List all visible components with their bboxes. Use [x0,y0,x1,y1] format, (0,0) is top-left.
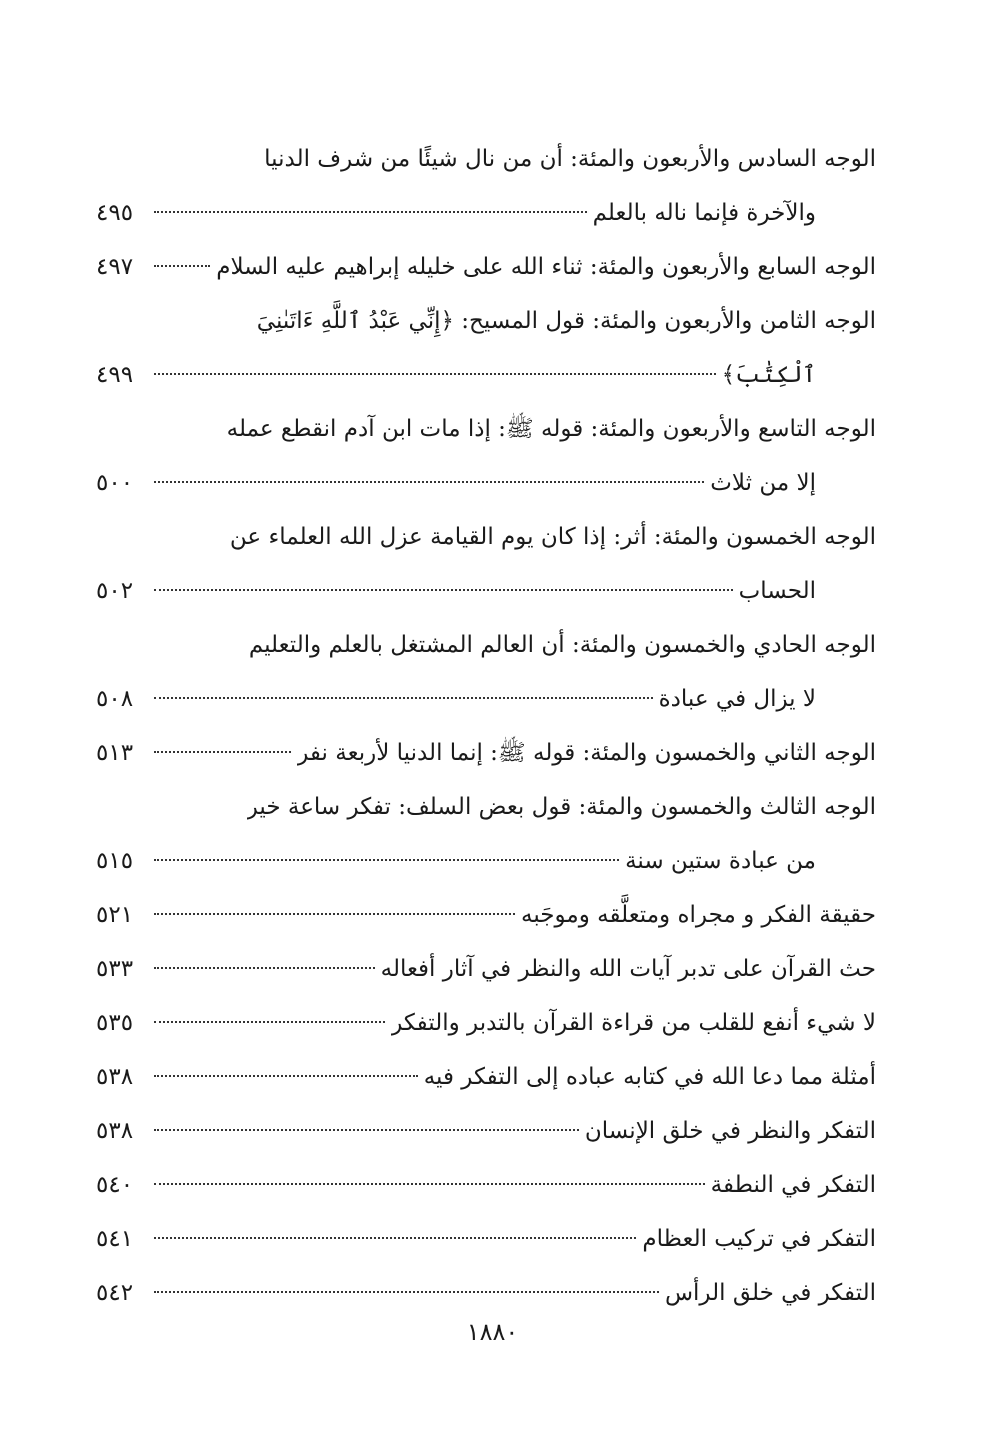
dot-leader [154,859,619,861]
toc-entry-line [96,996,876,1050]
toc-entry [96,996,876,1050]
toc-entry-title: الوجه الثامن والأربعون والمئة: قول المسيح: ﴿إِنِّي عَبْدُ ٱللَّهِ ءَاتَىٰنِيَ [256,308,876,334]
toc-entry-title: الوجه الخمسون والمئة: أثر: إذا كان يوم القيامة عزل الله العلماء عن [229,524,876,550]
toc-entry-line [96,1212,876,1266]
toc-entry-continuation [96,672,876,726]
toc-entry [96,132,876,240]
toc-entry-title: التفكر والنظر في خلق الإنسان [584,1118,876,1144]
toc-entry-continuation [96,456,876,510]
dot-leader [154,1021,385,1023]
dot-leader [154,913,515,915]
toc-entry [96,888,876,942]
toc-entry-title: الوجه الثالث والخمسون والمئة: قول بعض السلف: تفكر ساعة خير [246,794,876,820]
toc-page-number: ٥٤٠ [96,1172,134,1198]
dot-leader [154,1237,636,1239]
toc-entry-line [96,888,876,942]
toc-entry-continuation [96,348,876,402]
dot-leader [154,697,653,699]
toc-entry-line [96,618,876,672]
dot-leader [154,751,291,753]
toc-entry [96,780,876,888]
toc-entry-line [96,132,876,186]
toc-entry [96,1212,876,1266]
toc-entry-title: لا شيء أنفع للقلب من قراءة القرآن بالتدبر والتفكر [391,1010,876,1036]
toc-page-number: ٥١٥ [96,848,134,874]
toc-entry-title: حقيقة الفكر و مجراه ومتعلَّقه وموجَبه [521,902,876,928]
toc-page-number: ٥٠٠ [96,470,134,496]
toc-entry-title: التفكر في النطفة [710,1172,876,1198]
toc-entry-title: الوجه السابع والأربعون والمئة: ثناء الله على خليله إبراهيم عليه السلام [216,254,876,280]
toc-page-number: ٥٣٨ [96,1064,134,1090]
toc-entry-line [96,1266,876,1320]
toc-page-number: ٤٩٧ [96,254,134,280]
toc-page-number: ٥٣٨ [96,1118,134,1144]
toc-entry-line [96,294,876,348]
toc-entry [96,1158,876,1212]
toc-entry-line [96,1104,876,1158]
toc-entry-continuation [96,564,876,618]
toc-entry-title: من عبادة ستين سنة [625,848,816,874]
toc-page-number: ٤٩٥ [96,200,134,226]
toc-page-number: ٥٣٥ [96,1010,134,1036]
toc-entry-line [96,510,876,564]
toc-entry-title: الوجه السادس والأربعون والمئة: أن من نال شيئًا من شرف الدنيا [264,146,876,172]
toc-entry [96,294,876,402]
toc-entry-title: إلا من ثلاث [710,470,816,496]
toc-entry-title: الوجه الحادي والخمسون والمئة: أن العالم المشتغل بالعلم والتعليم [248,632,876,658]
toc-page-number: ٥٤١ [96,1226,134,1252]
toc-page-number: ٥٣٣ [96,956,134,982]
dot-leader [154,211,587,213]
dot-leader [154,589,733,591]
toc-entry-title: حث القرآن على تدبر آيات الله والنظر في آثار أفعاله [380,956,876,982]
toc-entry-line [96,726,876,780]
toc-page-number: ٥٠٨ [96,686,134,712]
toc-entry-line [96,942,876,996]
toc-entry-title: أمثلة مما دعا الله في كتابه عباده إلى التفكر فيه [423,1064,876,1090]
toc-entry-title: الوجه الثاني والخمسون والمئة: قوله ﷺ: إنما الدنيا لأربعة نفر [297,740,876,766]
dot-leader [154,1183,705,1185]
toc-page-number: ٥١٣ [96,740,134,766]
dot-leader [154,1291,659,1293]
toc-entry [96,1050,876,1104]
dot-leader [154,1129,579,1131]
toc-entry-title: التفكر في خلق الرأس [664,1280,876,1306]
toc-entry-title: والآخرة فإنما ناله بالعلم [592,200,816,226]
table-of-contents [96,132,876,1320]
toc-page-number: ٥٢١ [96,902,134,928]
toc-entry-title: ٱلْكِتَٰبَ﴾ [721,362,816,388]
toc-entry-line [96,240,876,294]
toc-entry [96,942,876,996]
dot-leader [154,1075,418,1077]
toc-entry-line [96,1158,876,1212]
toc-entry-title: الوجه التاسع والأربعون والمئة: قوله ﷺ: إذا مات ابن آدم انقطع عمله [226,416,876,442]
toc-page-number: ٥٤٢ [96,1280,134,1306]
toc-entry [96,510,876,618]
toc-page-number: ٤٩٩ [96,362,134,388]
toc-entry [96,1104,876,1158]
dot-leader [154,265,210,267]
toc-entry-continuation [96,186,876,240]
toc-entry-title: لا يزال في عبادة [658,686,816,712]
toc-entry-title: الحساب [738,578,816,604]
toc-entry-continuation [96,834,876,888]
dot-leader [154,481,704,483]
toc-entry-title: التفكر في تركيب العظام [642,1226,876,1252]
toc-entry-line [96,1050,876,1104]
page-number: ١٨٨٠ [466,1318,519,1346]
toc-entry [96,1266,876,1320]
toc-page-number: ٥٠٢ [96,578,134,604]
toc-entry [96,726,876,780]
toc-entry-line [96,780,876,834]
toc-entry [96,402,876,510]
toc-entry [96,618,876,726]
toc-entry [96,240,876,294]
dot-leader [154,967,375,969]
dot-leader [154,373,716,375]
toc-entry-line [96,402,876,456]
